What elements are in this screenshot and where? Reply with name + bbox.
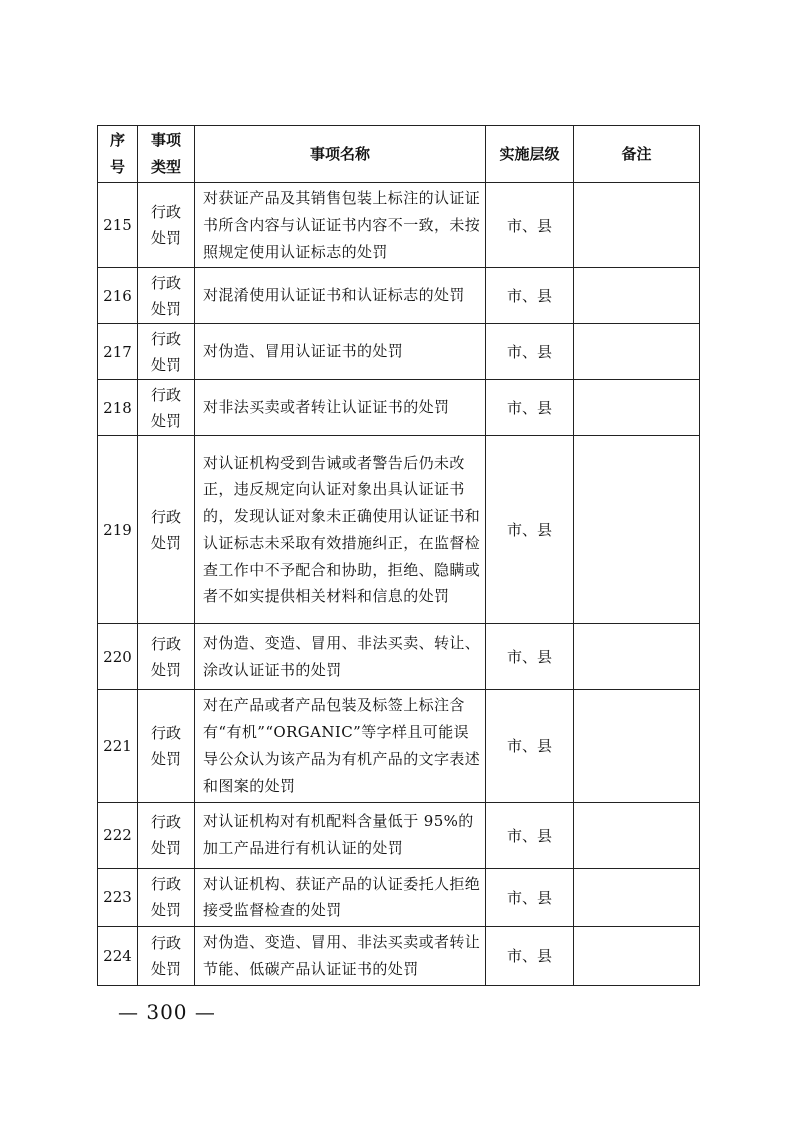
table-row xyxy=(98,268,700,324)
row-number: 217 xyxy=(98,324,138,380)
header-name: 事项名称 xyxy=(195,126,486,183)
row-type xyxy=(138,802,195,868)
row-name: 对在产品或者产品包装及标签上标注含有“有机”“ORGANIC”等字样且可能误导公众认为该产品为有机产品的文字表述和图案的处罚 xyxy=(195,690,486,802)
header-type-line2: 类型 xyxy=(150,158,181,176)
table-row xyxy=(98,802,700,868)
row-remark xyxy=(574,927,700,986)
table-row xyxy=(98,183,700,268)
header-no xyxy=(98,126,138,183)
row-type-text: 行政处罚 xyxy=(150,875,181,920)
row-type-text: 行政处罚 xyxy=(150,634,181,679)
row-level: 市、县 xyxy=(486,690,574,802)
row-level: 市、县 xyxy=(486,324,574,380)
row-type xyxy=(138,183,195,268)
row-type-text: 行政处罚 xyxy=(150,203,181,248)
table-row xyxy=(98,868,700,927)
row-number: 215 xyxy=(98,183,138,268)
row-remark xyxy=(574,690,700,802)
row-type xyxy=(138,624,195,690)
row-name: 对认证机构对有机配料含量低于 95%的加工产品进行有机认证的处罚 xyxy=(195,802,486,868)
row-remark xyxy=(574,624,700,690)
row-name: 对伪造、变造、冒用、非法买卖、转让、涂改认证证书的处罚 xyxy=(195,624,486,690)
row-level: 市、县 xyxy=(486,436,574,624)
row-remark xyxy=(574,380,700,436)
row-type xyxy=(138,268,195,324)
row-level: 市、县 xyxy=(486,624,574,690)
row-remark xyxy=(574,183,700,268)
row-level: 市、县 xyxy=(486,927,574,986)
row-type-text: 行政处罚 xyxy=(150,385,181,430)
row-number: 218 xyxy=(98,380,138,436)
row-number: 216 xyxy=(98,268,138,324)
row-name: 对认证机构、获证产品的认证委托人拒绝接受监督检查的处罚 xyxy=(195,868,486,927)
table-row xyxy=(98,624,700,690)
row-level: 市、县 xyxy=(486,802,574,868)
row-level: 市、县 xyxy=(486,868,574,927)
header-type xyxy=(138,126,195,183)
row-remark xyxy=(574,436,700,624)
row-type-text: 行政处罚 xyxy=(150,813,181,858)
row-type xyxy=(138,324,195,380)
row-remark xyxy=(574,268,700,324)
matters-table xyxy=(97,125,700,986)
row-name: 对获证产品及其销售包装上标注的认证证书所含内容与认证证书内容不一致，未按照规定使用认证标志的处罚 xyxy=(195,183,486,268)
row-remark xyxy=(574,802,700,868)
row-number: 220 xyxy=(98,624,138,690)
row-type xyxy=(138,868,195,927)
table-row xyxy=(98,927,700,986)
row-type-text: 行政处罚 xyxy=(150,273,181,318)
row-type xyxy=(138,690,195,802)
header-remark: 备注 xyxy=(574,126,700,183)
row-remark xyxy=(574,868,700,927)
row-name: 对混淆使用认证证书和认证标志的处罚 xyxy=(195,268,486,324)
row-name: 对伪造、冒用认证证书的处罚 xyxy=(195,324,486,380)
table-row xyxy=(98,690,700,802)
row-level: 市、县 xyxy=(486,380,574,436)
row-type-text: 行政处罚 xyxy=(150,329,181,374)
row-type-text: 行政处罚 xyxy=(150,723,181,768)
row-type xyxy=(138,380,195,436)
table-row xyxy=(98,324,700,380)
header-no-line1: 序 xyxy=(109,131,125,149)
page-number: — 300 — xyxy=(118,1000,216,1024)
row-remark xyxy=(574,324,700,380)
row-type-text: 行政处罚 xyxy=(150,933,181,978)
row-number: 221 xyxy=(98,690,138,802)
header-level: 实施层级 xyxy=(486,126,574,183)
row-number: 219 xyxy=(98,436,138,624)
row-level: 市、县 xyxy=(486,268,574,324)
row-type xyxy=(138,927,195,986)
row-level: 市、县 xyxy=(486,183,574,268)
row-number: 222 xyxy=(98,802,138,868)
row-number: 224 xyxy=(98,927,138,986)
header-no-line2: 号 xyxy=(109,158,125,176)
header-type-line1: 事项 xyxy=(150,131,181,149)
row-name: 对伪造、变造、冒用、非法买卖或者转让节能、低碳产品认证证书的处罚 xyxy=(195,927,486,986)
table-row xyxy=(98,436,700,624)
table-row xyxy=(98,380,700,436)
row-type xyxy=(138,436,195,624)
header-row xyxy=(98,126,700,183)
row-name: 对非法买卖或者转让认证证书的处罚 xyxy=(195,380,486,436)
row-name: 对认证机构受到告诫或者警告后仍未改正，违反规定向认证对象出具认证证书的，发现认证对象未正确使用认证证书和认证标志未采取有效措施纠正，在监督检查工作中不予配合和协助，拒绝、隐瞒或者不如实提供相关材料和信息的处罚 xyxy=(195,436,486,624)
row-number: 223 xyxy=(98,868,138,927)
row-type-text: 行政处罚 xyxy=(150,507,181,552)
